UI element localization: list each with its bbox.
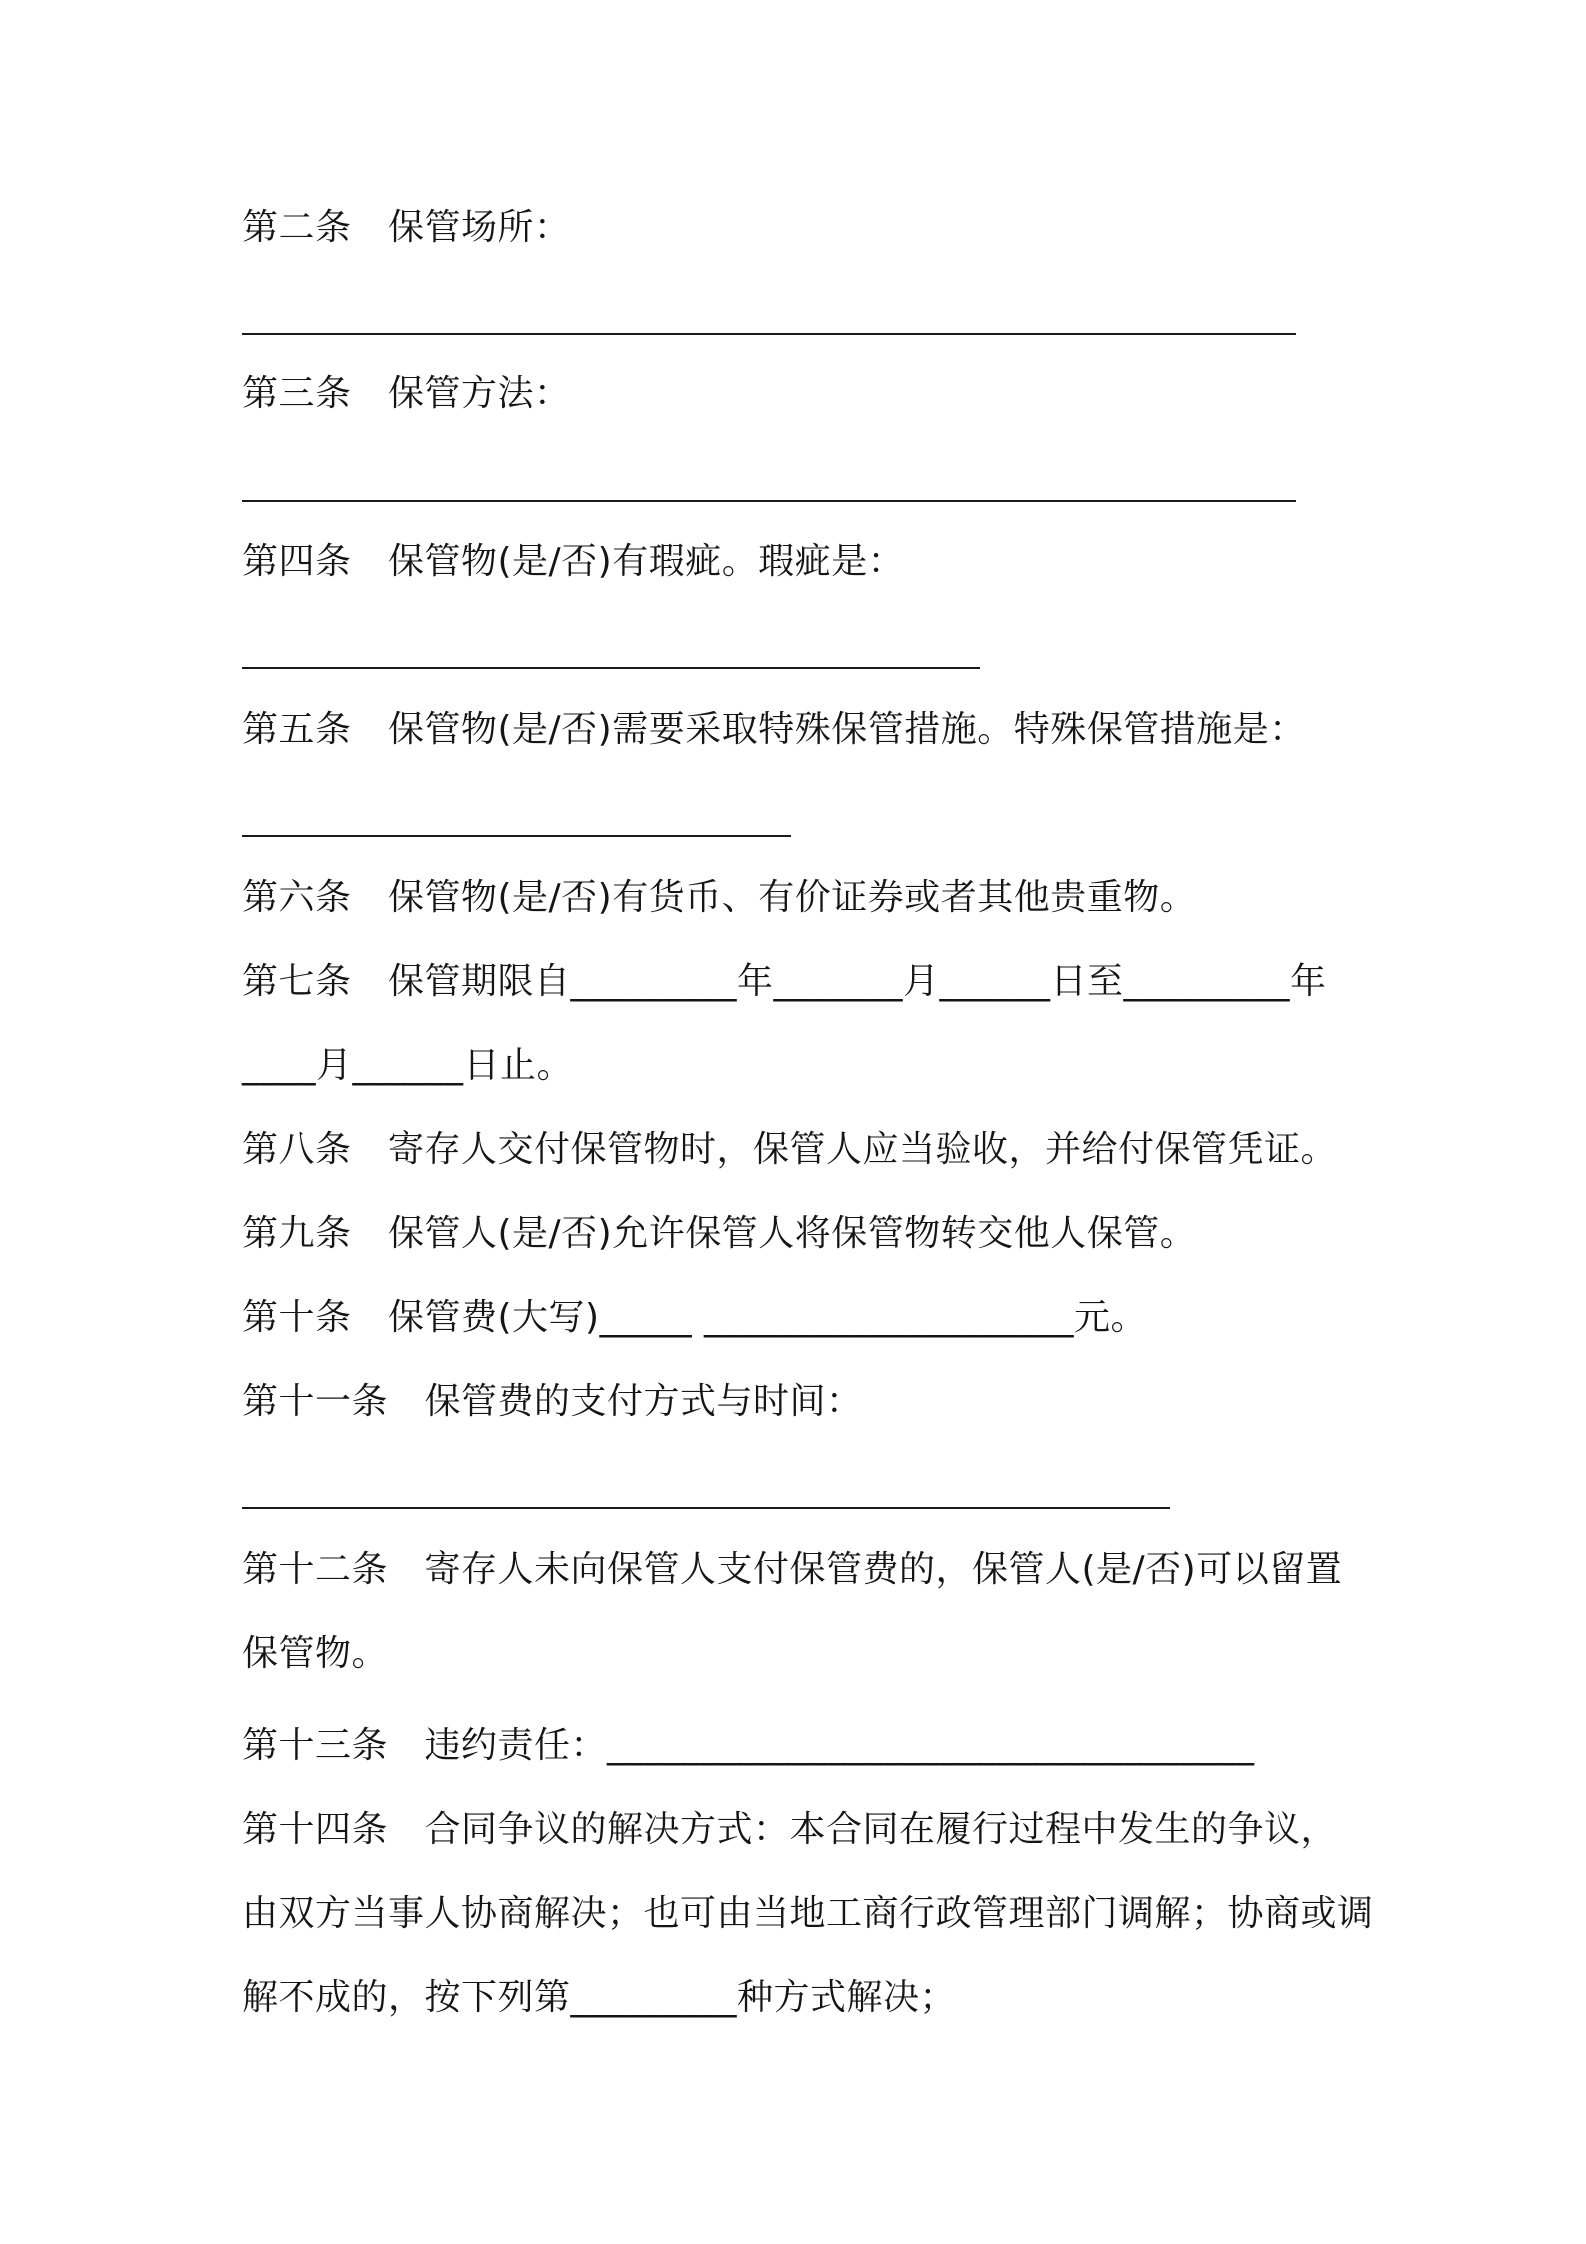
article-12-lien: 第十二条 寄存人未向保管人支付保管费的，保管人(是/否)可以留置 [242, 1549, 1343, 1590]
blank-line-special-measures [242, 835, 791, 837]
article-14-dispute-resolution-line-2: 由双方当事人协商解决；也可由当地工商行政管理部门调解；协商或调 [242, 1893, 1374, 1934]
blank-line-payment-method [242, 1507, 1170, 1509]
blank-line-storage-place [242, 333, 1296, 335]
article-7-storage-period-end: ____月______日止。 [242, 1045, 574, 1086]
article-5-special-measures: 第五条 保管物(是/否)需要采取特殊保管措施。特殊保管措施是： [242, 709, 1306, 750]
article-4-defects: 第四条 保管物(是/否)有瑕疵。瑕疵是： [242, 541, 905, 582]
article-3-storage-method: 第三条 保管方法： [242, 373, 571, 414]
article-14-dispute-resolution-line-3: 解不成的，按下列第_________种方式解决； [242, 1977, 957, 2018]
article-8-delivery: 第八条 寄存人交付保管物时，保管人应当验收，并给付保管凭证。 [242, 1129, 1338, 1170]
article-10-storage-fee: 第十条 保管费(大写)_____ ____________________元。 [242, 1297, 1148, 1338]
article-2-storage-place: 第二条 保管场所： [242, 207, 571, 248]
article-13-breach-liability: 第十三条 违约责任：___________________________________ [242, 1725, 1255, 1766]
article-14-dispute-resolution: 第十四条 合同争议的解决方式：本合同在履行过程中发生的争议， [242, 1809, 1338, 1850]
blank-line-defects [242, 667, 980, 669]
article-7-storage-period: 第七条 保管期限自_________年_______月______日至_________年 [242, 961, 1327, 1002]
blank-line-storage-method [242, 500, 1296, 502]
article-6-valuables: 第六条 保管物(是/否)有货币、有价证券或者其他贵重物。 [242, 877, 1197, 918]
article-12-lien-continued: 保管物。 [242, 1633, 389, 1674]
article-11-payment-method: 第十一条 保管费的支付方式与时间： [242, 1381, 863, 1422]
article-9-transfer: 第九条 保管人(是/否)允许保管人将保管物转交他人保管。 [242, 1213, 1197, 1254]
